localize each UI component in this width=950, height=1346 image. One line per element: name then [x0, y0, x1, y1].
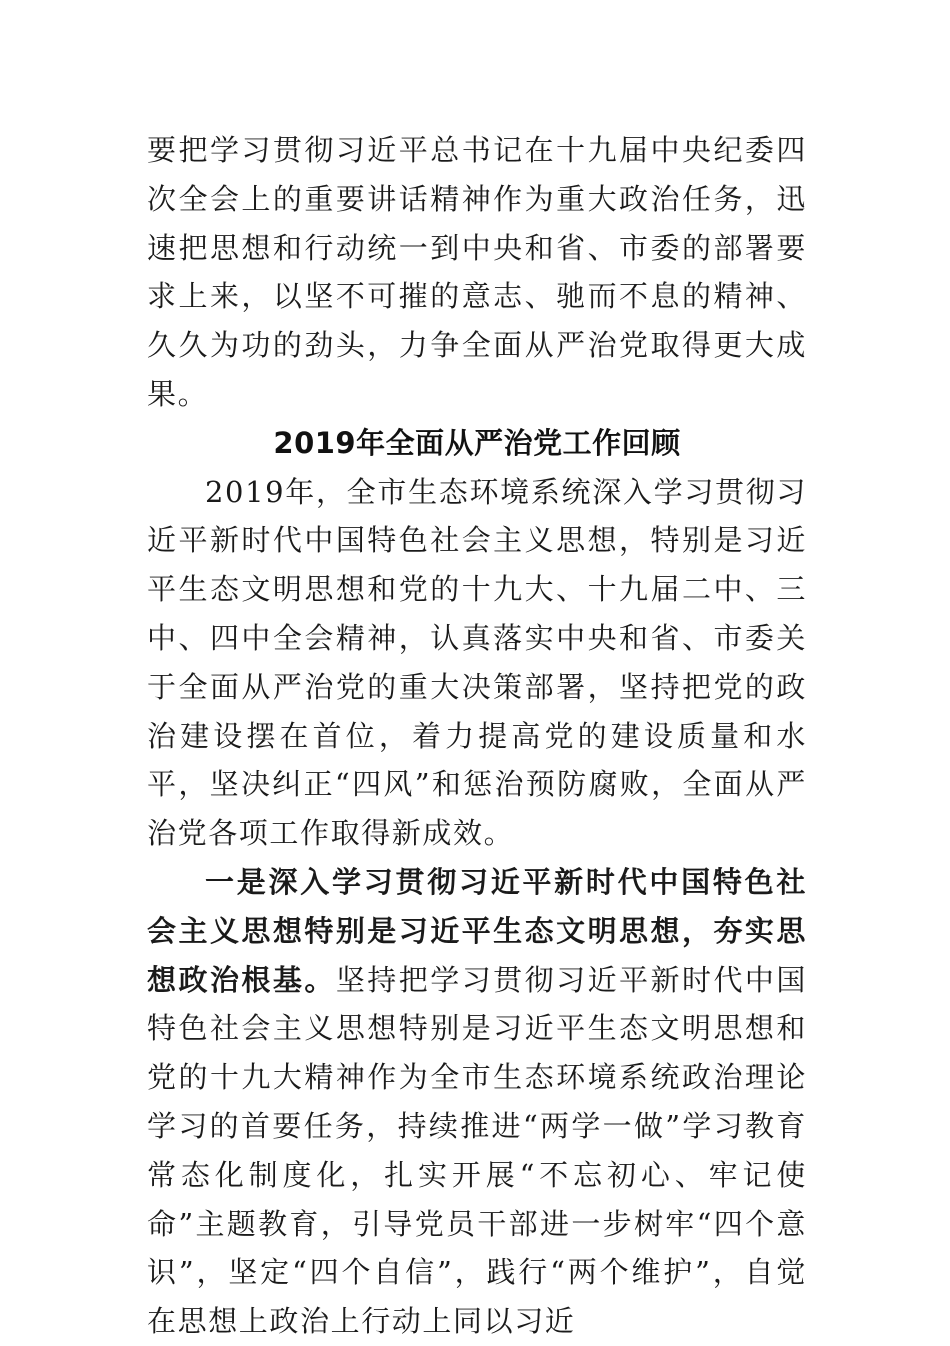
section-heading: 2019年全面从严治党工作回顾 [273, 425, 681, 460]
point-one-body: 坚持把学习贯彻习近平新时代中国特色社会主义思想特别是习近平生态文明思想和党的十九大精神作为全市生态环境系统政治理论学习的首要任务，持续推进“两学一做”学习教育常态化制度化，扎实开展“不忘初心、牢记使命”主题教育，引导党员干部进一步树牢“四个意识”，坚定“四个自信”，践行“两个维护”，自觉在思想上政治上行动上同以习近 [147, 962, 807, 1339]
review-paragraph: 2019年，全市生态环境系统深入学习贯彻习近平新时代中国特色社会主义思想，特别是习近平生态文明思想和党的十九大、十九届二中、三中、四中全会精神，认真落实中央和省、市委关于全面从严治党的重大决策部署，坚持把党的政治建设摆在首位，着力提高党的建设质量和水平，坚决纠正“四风”和惩治预防腐败，全面从严治党各项工作取得新成效。 [147, 474, 807, 851]
document-body [147, 126, 807, 1346]
point-one-paragraph [147, 858, 807, 1346]
intro-paragraph: 要把学习贯彻习近平总书记在十九届中央纪委四次全会上的重要讲话精神作为重大政治任务，迅速把思想和行动统一到中央和省、市委的部署要求上来，以坚不可摧的意志、驰而不息的精神、久久为功的劲头，力争全面从严治党取得更大成果。 [147, 133, 807, 411]
point-one-lead: 一是深入学习贯彻习近平新时代中国特色社会主义思想特别是习近平生态文明思想，夯实思想政治根基。 [147, 864, 807, 997]
